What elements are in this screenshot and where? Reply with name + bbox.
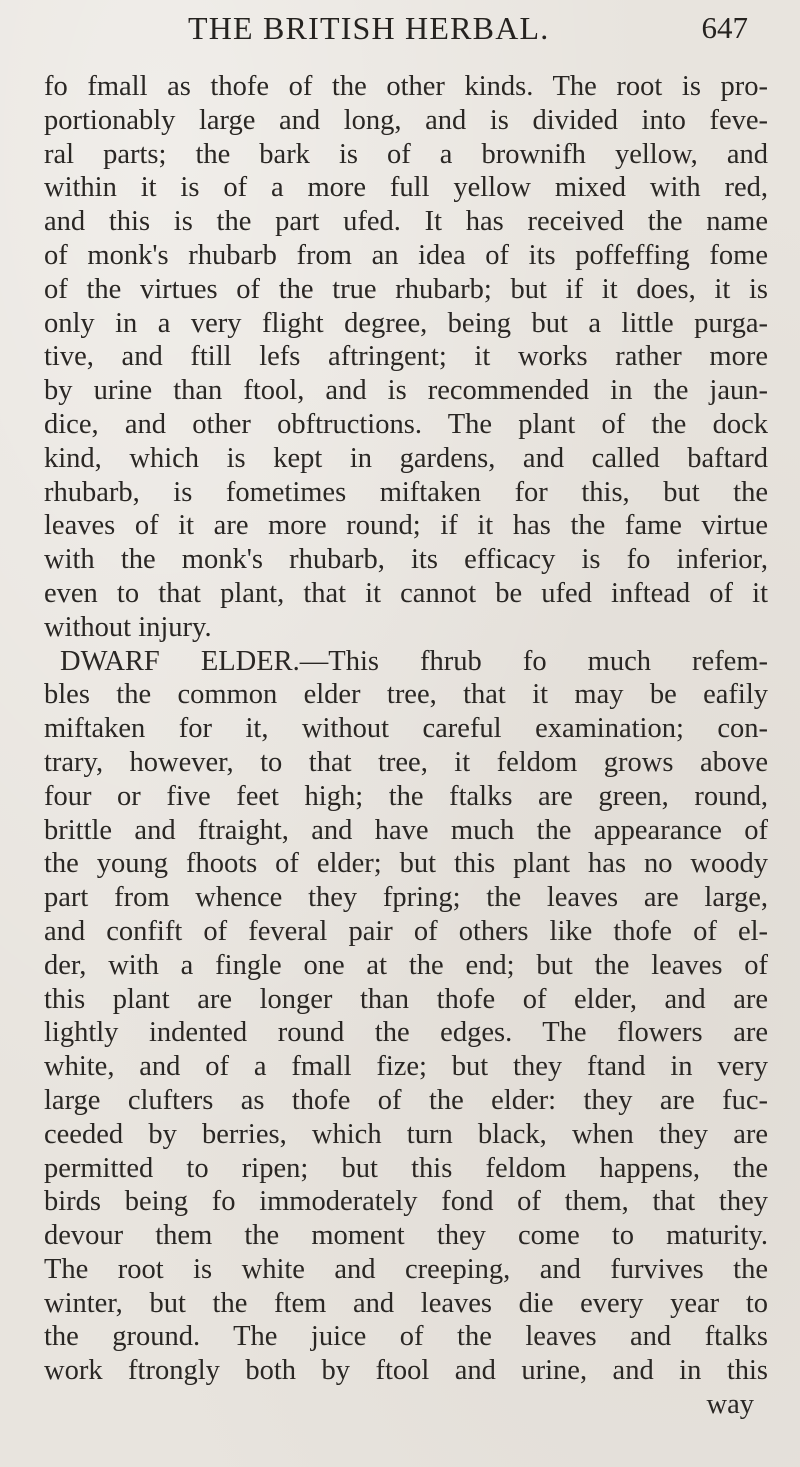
text-line: portionably large and long, and is divided into feve- — [44, 104, 768, 136]
text-line: permitted to ripen; but this feldom happens, the — [44, 1152, 768, 1184]
text-line: ceeded by berries, which turn black, when they are — [44, 1118, 768, 1150]
text-line: of the virtues of the true rhubarb; but if it does, it is — [44, 273, 768, 305]
catchword: way — [706, 1389, 754, 1421]
text-line: work ftrongly both by ftool and urine, and in this — [44, 1355, 768, 1387]
text-line: bles the common elder tree, that it may be eafily — [44, 679, 768, 711]
text-line: kind, which is kept in gardens, and called baftard — [44, 442, 768, 474]
body-text — [44, 70, 768, 1422]
text-line: even to that plant, that it cannot be ufed inftead of it — [44, 577, 768, 609]
text-line: lightly indented round the edges. The flowers are — [44, 1017, 768, 1049]
text-line: and confift of feveral pair of others like thofe of el- — [44, 915, 768, 947]
text-line: within it is of a more full yellow mixed with red, — [44, 172, 768, 204]
text-line: trary, however, to that tree, it feldom grows above — [44, 746, 768, 778]
text-line: birds being fo immoderately fond of them, that they — [44, 1186, 768, 1218]
text-line: ral parts; the bark is of a brownifh yellow, and — [44, 138, 768, 170]
text-line: four or five feet high; the ftalks are green, round, — [44, 780, 768, 812]
text-line: this plant are longer than thofe of elder, and are — [44, 983, 768, 1015]
text-line: tive, and ftill lefs aftringent; it works rather more — [44, 341, 768, 373]
text-line: winter, but the ftem and leaves die every year to — [44, 1287, 768, 1319]
page-header — [188, 6, 748, 50]
text-line: with the monk's rhubarb, its efficacy is fo inferior, — [44, 544, 768, 576]
text-line: of monk's rhubarb from an idea of its poffeffing fome — [44, 239, 768, 271]
text-line: only in a very flight degree, being but a little purga- — [44, 307, 768, 339]
section-heading-line: DWARF ELDER.—This fhrub fo much refem- — [60, 645, 768, 677]
running-title: THE BRITISH HERBAL. — [188, 10, 550, 46]
text-line: brittle and ftraight, and have much the appearance of — [44, 814, 768, 846]
text-line: devour them the moment they come to maturity. — [44, 1220, 768, 1252]
text-line: part from whence they fpring; the leaves are large, — [44, 882, 768, 914]
text-line: by urine than ftool, and is recommended in the jaun- — [44, 375, 768, 407]
text-line: The root is white and creeping, and furvives the — [44, 1253, 768, 1285]
text-line: and this is the part ufed. It has received the name — [44, 206, 768, 238]
text-line: white, and of a fmall fize; but they ftand in very — [44, 1051, 768, 1083]
text-line: dice, and other obftructions. The plant of the dock — [44, 408, 768, 440]
page-number: 647 — [701, 10, 748, 45]
text-line: leaves of it are more round; if it has the fame virtue — [44, 510, 768, 542]
paragraph-end-line: without injury. — [44, 611, 212, 643]
text-line: the young fhoots of elder; but this plant has no woody — [44, 848, 768, 880]
text-line: fo fmall as thofe of the other kinds. The root is pro- — [44, 71, 768, 102]
text-line: miftaken for it, without careful examination; con- — [44, 713, 768, 745]
text-line: rhubarb, is fometimes miftaken for this, but the — [44, 476, 768, 508]
text-line: large clufters as thofe of the elder: they are fuc- — [44, 1084, 768, 1116]
text-line: der, with a fingle one at the end; but the leaves of — [44, 949, 768, 981]
text-line: the ground. The juice of the leaves and ftalks — [44, 1321, 768, 1353]
